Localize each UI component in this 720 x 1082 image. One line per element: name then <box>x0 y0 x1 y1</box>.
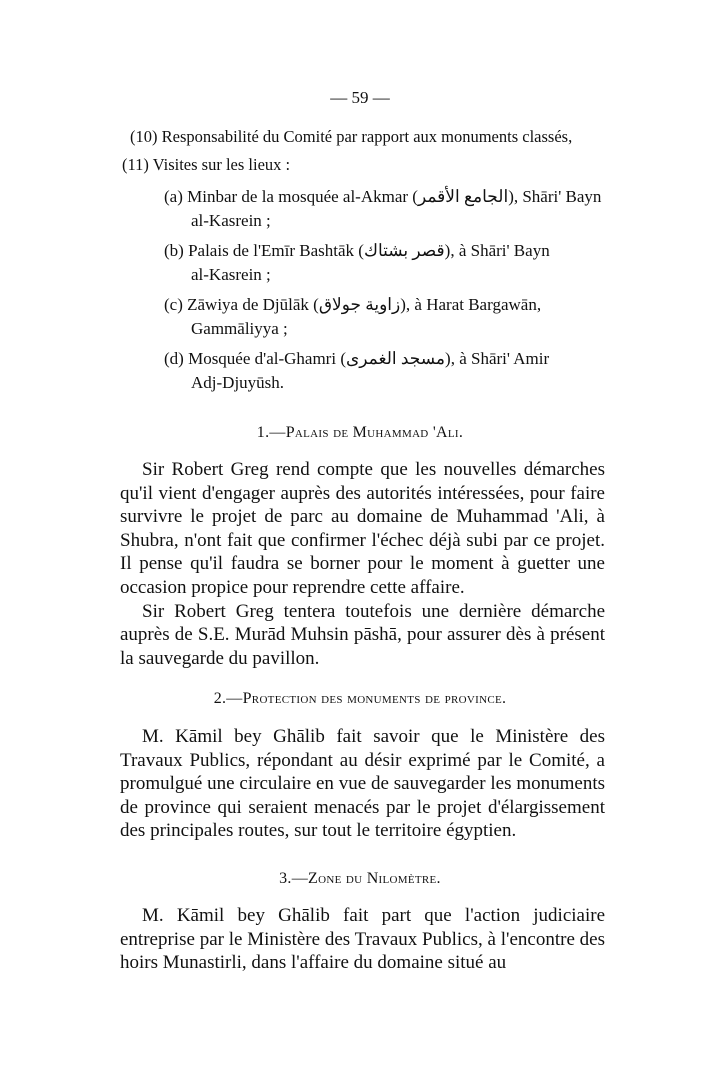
agenda-item-d-line1: (d) Mosquée d'al-Ghamri (مسجد الغمرى), à Shāri' Amir <box>164 349 550 368</box>
agenda-item-a-line2: al-Kasrein ; <box>191 211 271 230</box>
section-1-paragraph-2: Sir Robert Greg tentera toutefois une dernière démarche auprès de S.E. Murād Muhsin pāshā, pour assurer dès à présent la sauvegarde du pavillon. <box>120 600 605 669</box>
agenda-item-b-line1: (b) Palais de l'Emīr Bashtāk (قصر بشتاك), à Shāri' Bayn <box>164 241 550 260</box>
agenda-item-c-line2: Gammāliyya ; <box>191 319 288 338</box>
section-2-heading: 2.—Protection des monuments de province. <box>213 690 507 707</box>
agenda-item-10: (10) Responsabilité du Comité par rapport aux monuments classés, <box>130 127 573 146</box>
page-number: — 59 — <box>330 88 390 107</box>
agenda-item-d-line2: Adj-Djuyūsh. <box>191 373 285 392</box>
agenda-item-a-line1: (a) Minbar de la mosquée al-Akmar (الجامع الأقمر), Shāri' Bayn <box>164 187 602 206</box>
section-1-paragraph-1: Sir Robert Greg rend compte que les nouvelles démarches qu'il vient d'engager auprès des autorités intéressées, pour faire survivre le projet de parc au domaine de Muhammad 'Ali, à Shubra, n'ont fait que confirmer l'échec déjà subi par ce projet. Il pense qu'il faudra se borner pour le moment à guetter une occasion propice pour reprendre cette affaire. <box>120 459 605 598</box>
agenda-item-c-line1: (c) Zāwiya de Djūlāk (زاوية جولاق), à Harat Bargawān, <box>164 295 542 314</box>
agenda-item-b-line2: al-Kasrein ; <box>191 265 271 284</box>
section-3-body <box>120 904 605 975</box>
section-3-heading: 3.—Zone du Nilomètre. <box>279 870 441 887</box>
section-2-body <box>120 725 605 843</box>
agenda-item-11: (11) Visites sur les lieux : <box>122 155 291 174</box>
section-1-body <box>120 458 605 670</box>
section-2-paragraph-1: M. Kāmil bey Ghālib fait savoir que le Ministère des Travaux Publics, répondant au désir exprimé par le Comité, a promulgué une circulaire en vue de sauvegarder les monuments de province qui seraient menacés par le projet d'élargissement des principales routes, sur tout le territoire égyptien. <box>120 726 605 842</box>
section-3-paragraph-1: M. Kāmil bey Ghālib fait part que l'action judiciaire entreprise par le Ministère des Travaux Publics, à l'encontre des hoirs Munastirli, dans l'affaire du domaine situé au <box>120 905 605 974</box>
section-1-heading: 1.—Palais de Muhammad 'Ali. <box>256 424 464 441</box>
